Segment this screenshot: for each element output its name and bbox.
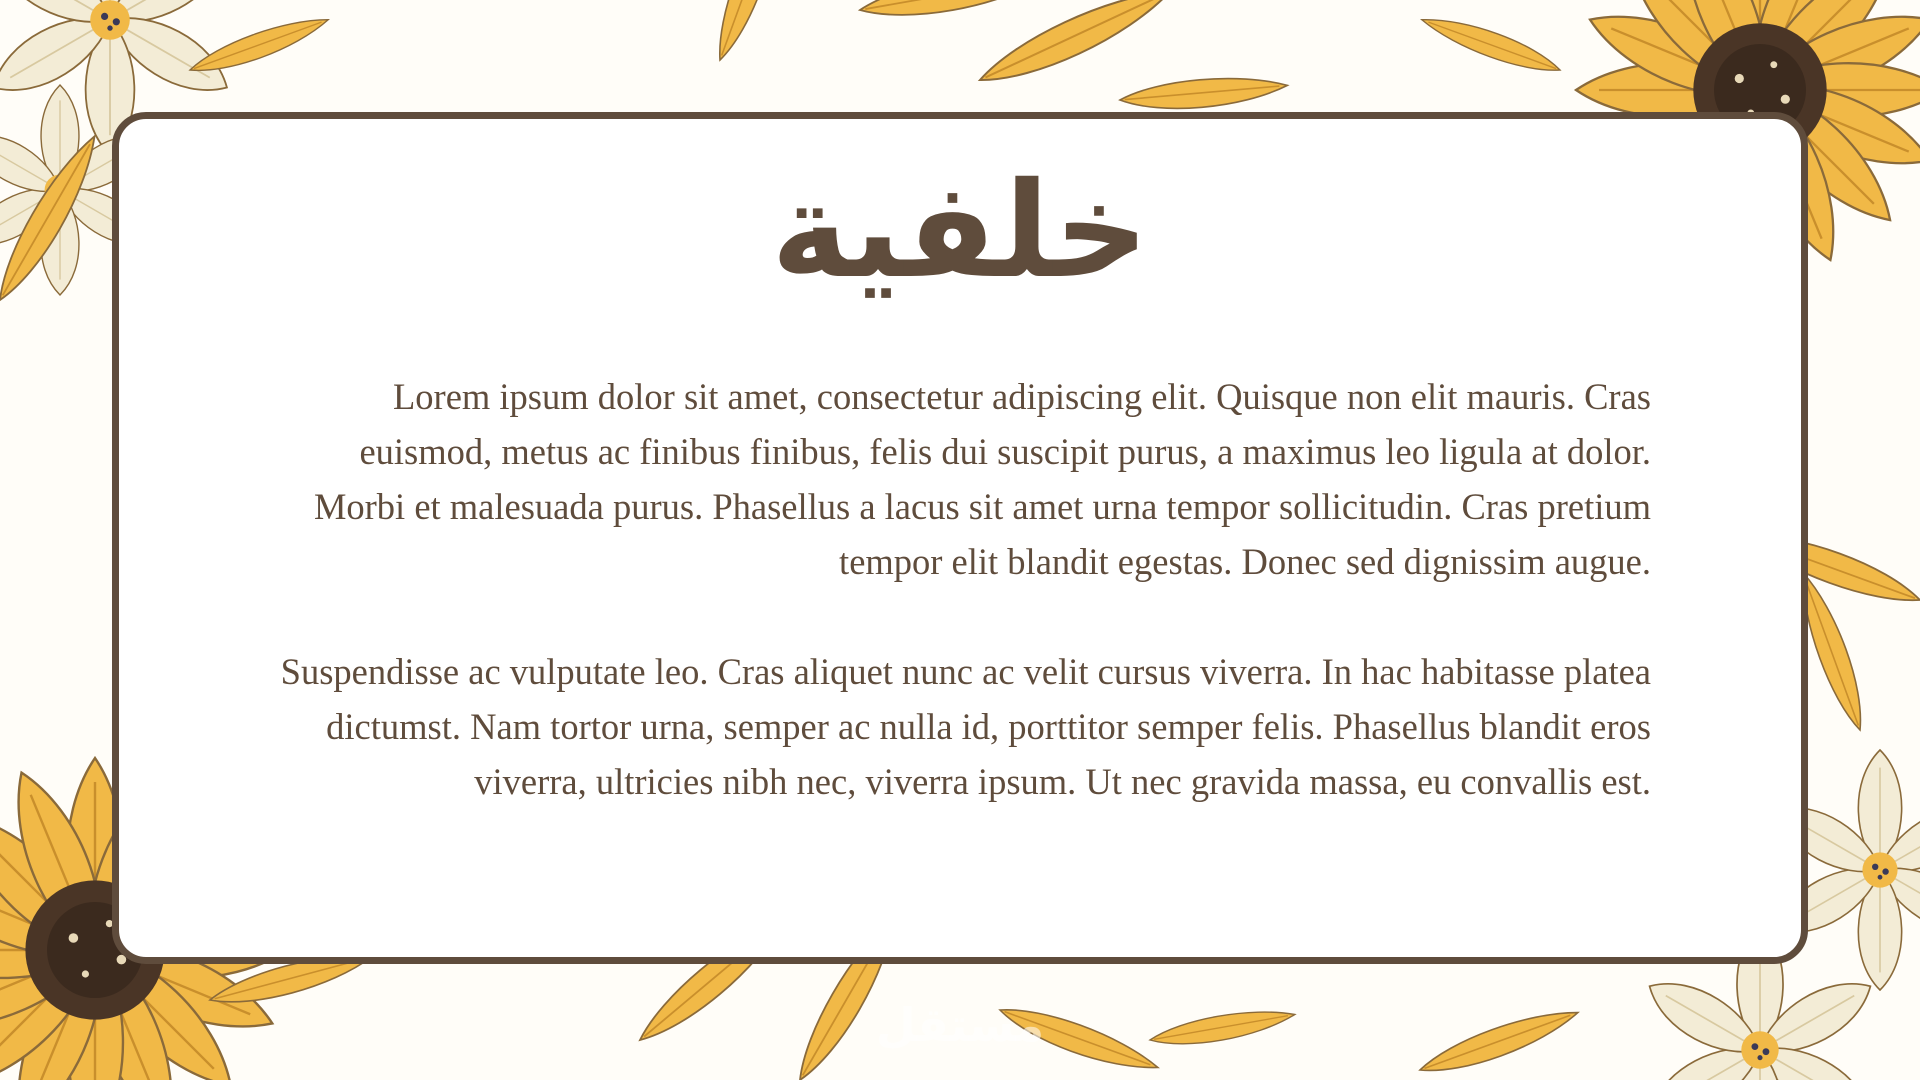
body-paragraph-2: Suspendisse ac vulputate leo. Cras aliquet nunc ac velit cursus viverra. In hac habitasse platea dictumst. Nam tortor urna, semper ac nulla id, porttitor semper felis. Phasellus blandit eros viverra, ultricies nibh nec, viverra ipsum. Ut nec gravida massa, eu convallis est. — [280, 651, 1651, 802]
leaf-icon — [1418, 8, 1564, 81]
leaf-icon — [708, 0, 791, 65]
watermark-logo: مستقل — [875, 998, 1045, 1052]
leaf-icon — [1119, 72, 1289, 114]
leaf-icon — [1148, 1003, 1297, 1052]
leaf-icon — [1415, 1000, 1582, 1080]
leaf-icon — [857, 0, 1049, 26]
leaf-icon — [973, 0, 1178, 96]
body-paragraph-1: Lorem ipsum dolor sit amet, consectetur adipiscing elit. Quisque non elit mauris. Cras euismod, metus ac finibus finibus, felis dui suscipit purus, a maximus leo ligula at dolor. Morbi et malesuada purus. Phasellus a lacus sit amet urna tempor sollicitudin. Cras pretium tempor elit blandit egestas. Donec sed dignissim augue. — [313, 376, 1651, 582]
slide-title: خلفية — [771, 154, 1149, 308]
content-card — [112, 112, 1808, 964]
